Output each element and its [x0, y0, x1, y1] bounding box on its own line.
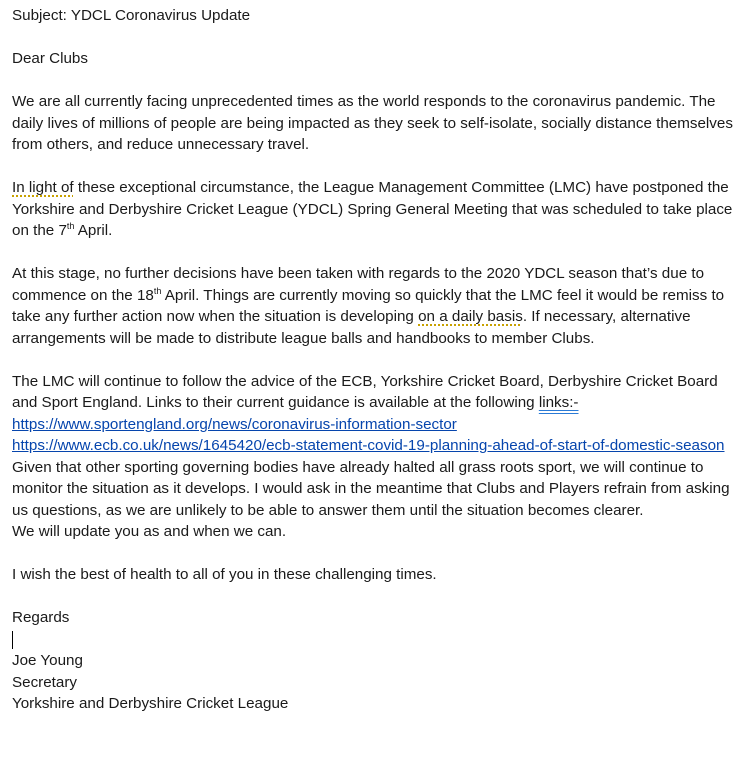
signature-role: Secretary [12, 673, 77, 691]
paragraph-text: . If necessary, alternative arrangements will be made to distribute league balls and handbooks to member Clubs. [12, 308, 691, 347]
paragraph-wishes: I wish the best of health to all of you in these challenging times. [12, 566, 437, 583]
paragraph-text: these exceptional circumstance, the League Management Committee (LMC) have postponed the Yorkshire and Derbyshire Cricket League (YDCL) Spring General Meeting that was scheduled to take place on the 7 [12, 179, 733, 239]
paragraph-text: April. [74, 222, 113, 239]
grammar-flag[interactable]: In light of [12, 179, 74, 196]
paragraph-text: At this stage, no further decisions have been taken with regards to the 2020 YDCL season that’s due to commence on the 18 [12, 265, 705, 304]
text-cursor [12, 631, 13, 649]
paragraph-update: We will update you as and when we can. [12, 523, 287, 540]
ordinal-suffix: th [66, 221, 75, 231]
grammar-flag[interactable]: on a daily basis [418, 308, 523, 325]
signoff: Regards [12, 609, 70, 626]
paragraph-guidance [12, 371, 746, 414]
text-cursor-line[interactable] [12, 629, 746, 651]
email-subject: Subject: YDCL Coronavirus Update [12, 7, 251, 24]
ordinal-suffix: th [153, 285, 162, 296]
paragraph-monitoring: Given that other sporting governing bodies have already halted all grass roots sport, we will continue to monitor the situation as it develops. I would ask in the meantime that Clubs and Players refrain from asking us questions, as we are unlikely to be able to answer them until the situation becomes clearer. [12, 458, 730, 519]
ecb-link[interactable]: https://www.ecb.co.uk/news/1645420/ecb-statement-covid-19-planning-ahead-of-start-of-domestic-season [12, 437, 725, 454]
sportengland-link[interactable]: https://www.sportengland.org/news/coronavirus-information-sector [12, 415, 457, 433]
signature-org: Yorkshire and Derbyshire Cricket League [12, 695, 289, 712]
paragraph-intro: We are all currently facing unprecedented times as the world responds to the coronavirus pandemic. The daily lives of millions of people are being impacted as they seek to self-isolate, socially distance themselves from others, and reduce unnecessary travel. [12, 93, 733, 153]
grammar-flag[interactable]: links:- [538, 394, 579, 411]
paragraph-text: April. Things are currently moving so quickly that the LMC feel it would be remiss to take any further action now when the situation is developing [12, 286, 725, 325]
paragraph-season [12, 263, 746, 349]
signature-name: Joe Young [12, 652, 83, 669]
greeting: Dear Clubs [12, 50, 88, 67]
paragraph-text: The LMC will continue to follow the advice of the ECB, Yorkshire Cricket Board, Derbyshire Cricket Board and Sport England. Links to their current guidance is available at the following [12, 372, 718, 411]
paragraph-postponement [12, 177, 746, 242]
email-body[interactable] [12, 5, 746, 715]
